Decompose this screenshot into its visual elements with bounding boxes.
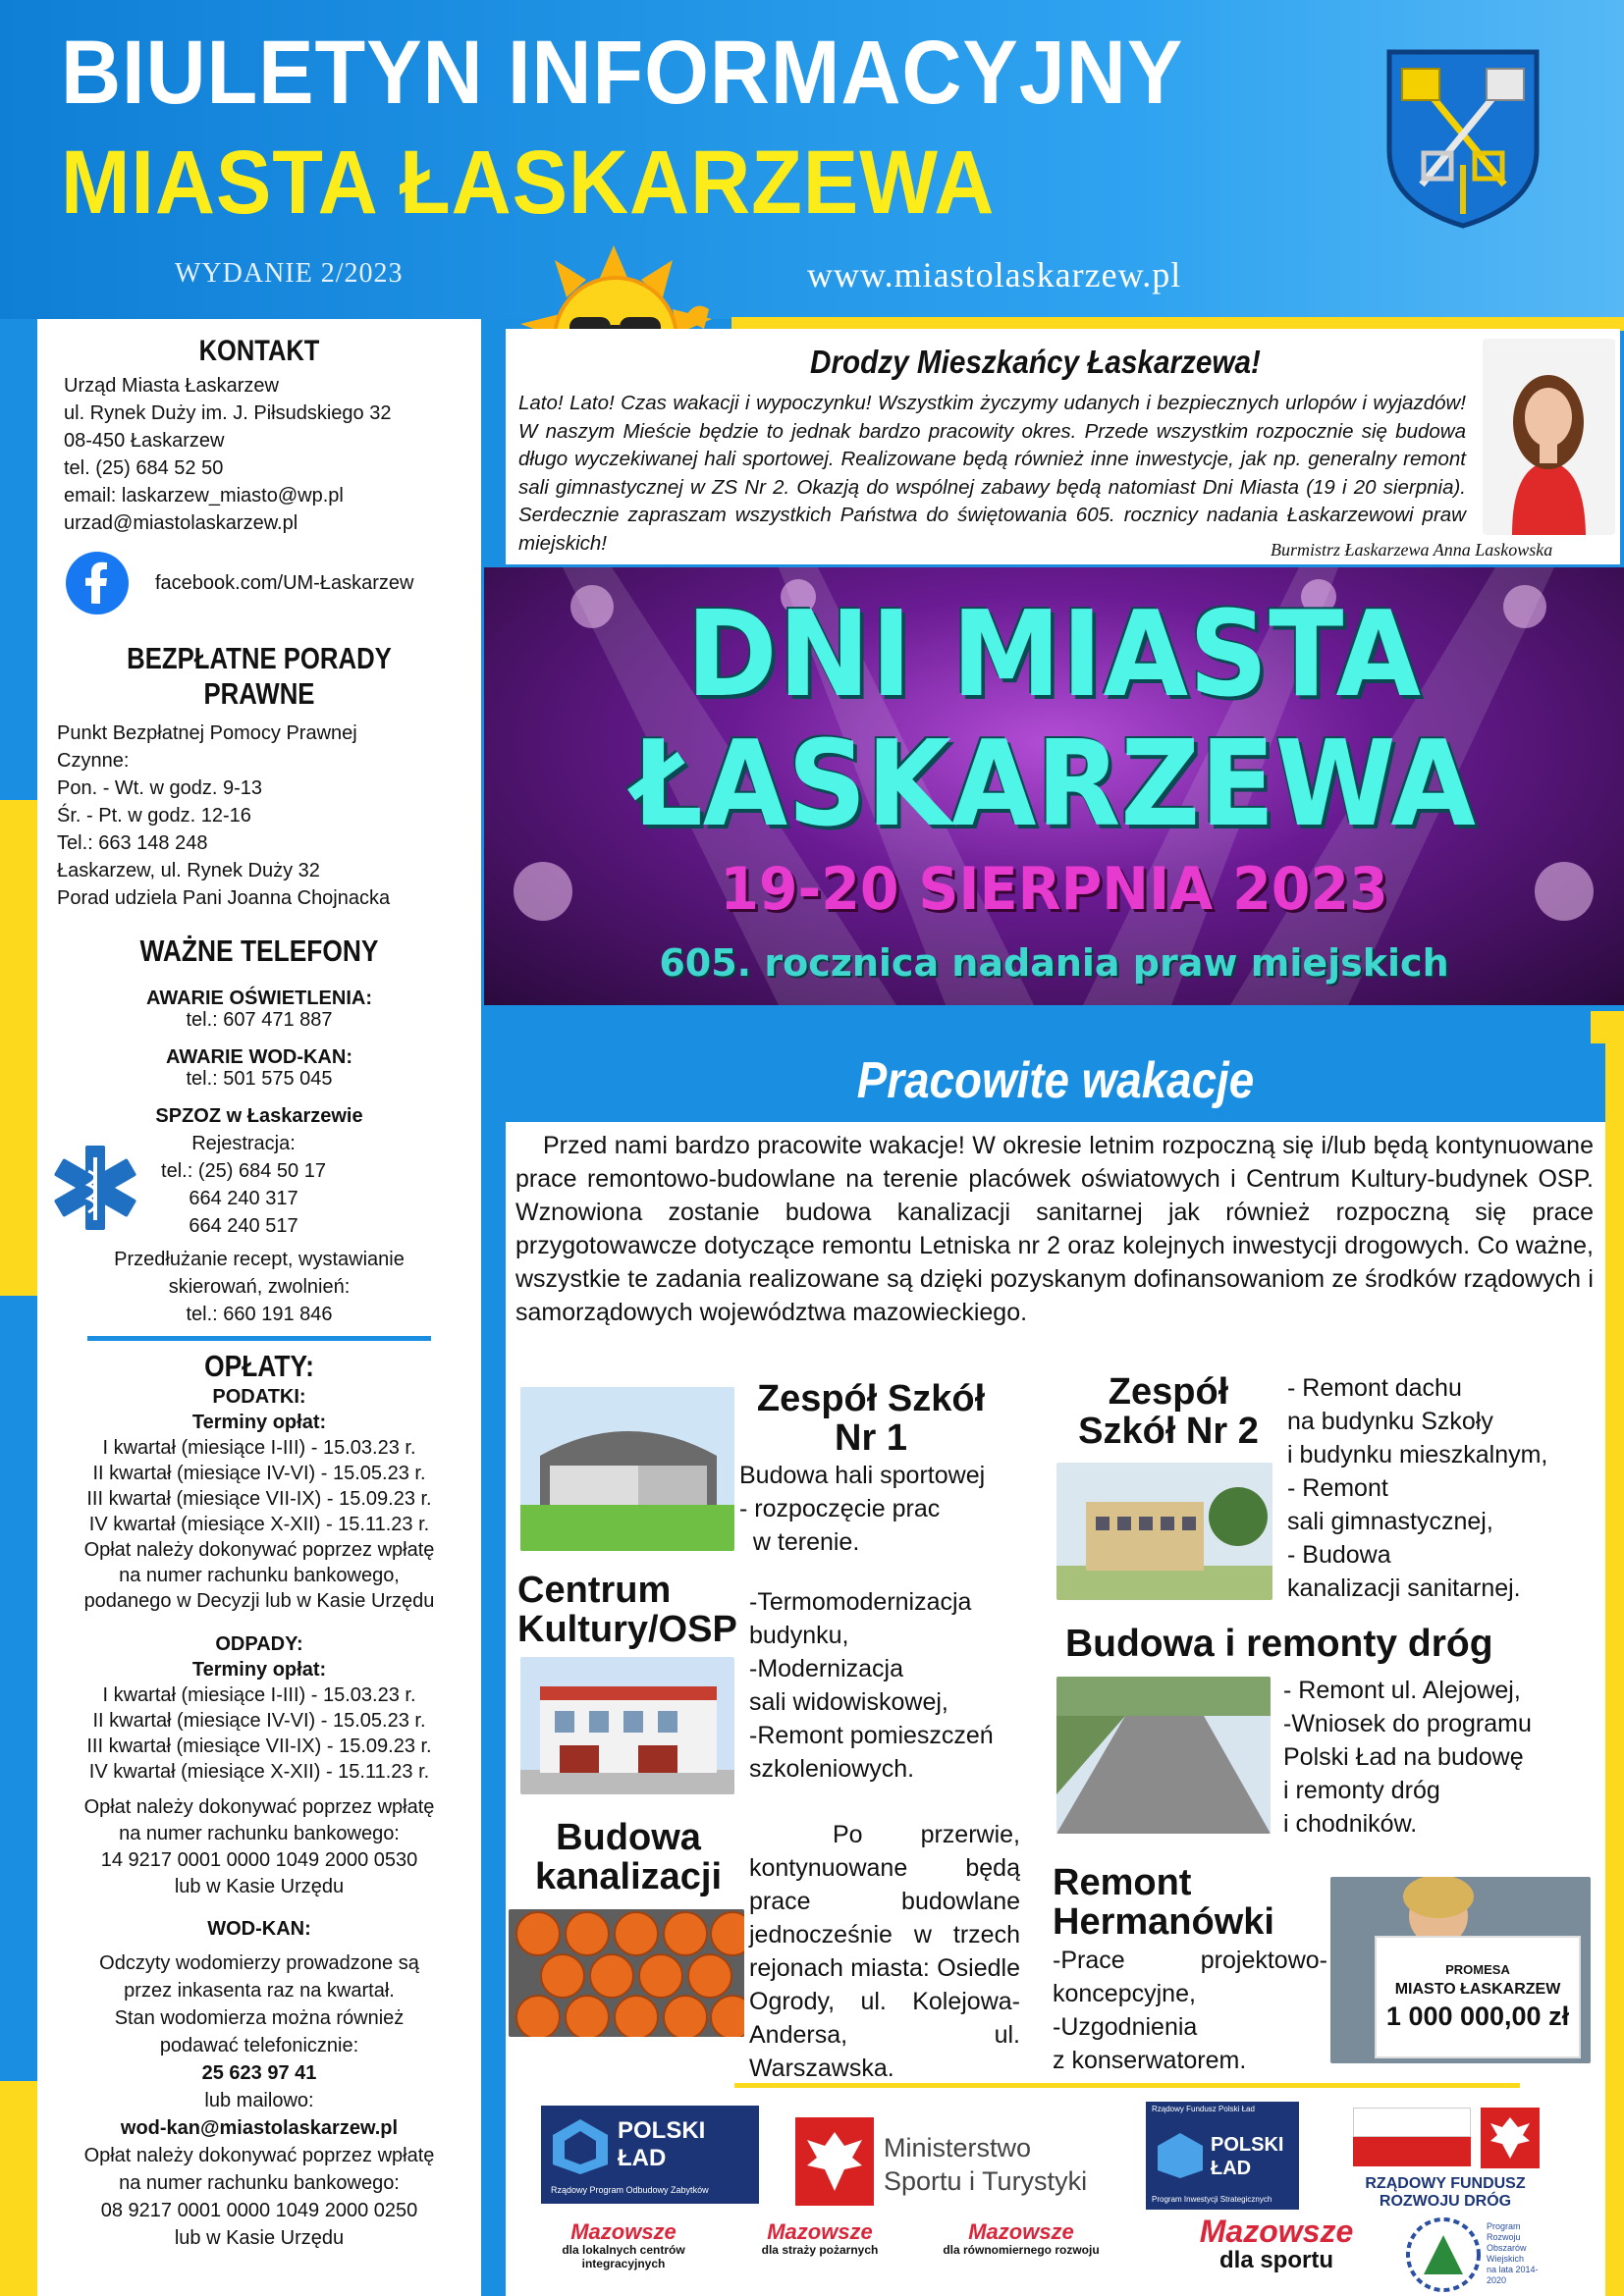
ck-line: -Termomodernizacja bbox=[749, 1588, 972, 1616]
waste-line: II kwartał (miesiące IV-VI) - 15.05.23 r. bbox=[92, 1710, 426, 1732]
mazowsze-logo-1 bbox=[550, 2221, 697, 2271]
spzoz-line: 664 240 517 bbox=[189, 1215, 298, 1237]
wodkan-label: WOD-KAN: bbox=[207, 1918, 311, 1940]
tax-line: II kwartał (miesiące IV-VI) - 15.05.23 r. bbox=[92, 1463, 426, 1484]
tax-block bbox=[37, 1384, 481, 1614]
prow-line: Wiejskich bbox=[1487, 2254, 1525, 2264]
sewer-title: Budowa kanalizacji bbox=[534, 1817, 723, 1897]
wodkan-line: Odczyty wodomierzy prowadzone są bbox=[99, 1952, 419, 1974]
tax-line: podanego w Decyzji lub w Kasie Urzędu bbox=[83, 1590, 435, 1612]
ck-line: szkoleniowych. bbox=[749, 1755, 915, 1783]
tax-line: Opłat należy dokonywać poprzez wpłatę bbox=[83, 1539, 435, 1561]
work-title: Pracowite wakacje bbox=[856, 1052, 1255, 1109]
waste-label: ODPADY: bbox=[215, 1633, 303, 1655]
wodkan-mail-label: lub mailowo: bbox=[204, 2090, 314, 2111]
spzoz-block bbox=[37, 1130, 481, 1246]
wodkan-account: 08 9217 0001 0000 1049 2000 0250 bbox=[100, 2200, 418, 2221]
polish-eagle-icon bbox=[795, 2117, 874, 2206]
tax-line: I kwartał (miesiące I-III) - 15.03.23 r. bbox=[102, 1437, 416, 1459]
mazowsze-logo-3 bbox=[943, 2221, 1100, 2257]
divider bbox=[87, 1336, 431, 1341]
wodkan-line: Stan wodomierza można również bbox=[114, 2007, 405, 2029]
pl1-word1: POLSKI bbox=[618, 2117, 706, 2144]
zs2-line: na budynku Szkoły bbox=[1287, 1408, 1493, 1435]
banner-anniversary: 605. rocznica nadania praw miejskich bbox=[659, 941, 1449, 985]
maz2-word: Mazowsze bbox=[767, 2219, 873, 2244]
promesa-label: PROMESA bbox=[1445, 1962, 1510, 1977]
wodkan-pay: lub w Kasie Urzędu bbox=[174, 2227, 345, 2249]
legal-line: Tel.: 663 148 248 bbox=[57, 832, 208, 854]
contact-block bbox=[37, 372, 481, 537]
waste-account: 14 9217 0001 0000 1049 2000 0530 bbox=[100, 1849, 418, 1871]
ck-title: Centrum Kultury/OSP bbox=[517, 1570, 737, 1650]
herm-line: z konserwatorem. bbox=[1053, 2047, 1247, 2074]
maz4-word: Mazowsze bbox=[1199, 2214, 1354, 2249]
flag-white bbox=[1353, 2108, 1471, 2137]
water-label: AWARIE WOD-KAN: bbox=[166, 1046, 352, 1068]
city-days-banner bbox=[484, 567, 1624, 1005]
wodkan-line: przez inkasenta raz na kwartał. bbox=[124, 1980, 395, 2002]
ck-line: budynku, bbox=[749, 1622, 849, 1649]
phones-block bbox=[37, 985, 481, 1130]
zs2-line: - Budowa bbox=[1287, 1541, 1391, 1569]
pipes-photo bbox=[509, 1909, 744, 2037]
maz3-word: Mazowsze bbox=[968, 2219, 1074, 2244]
zs2-text bbox=[1287, 1371, 1547, 1605]
tax-line: IV kwartał (miesiące X-XII) - 15.11.23 r. bbox=[88, 1514, 430, 1535]
presc-line: skierowań, zwolnień: bbox=[168, 1276, 351, 1298]
tax-line: III kwartał (miesiące VII-IX) - 15.09.23 r. bbox=[86, 1488, 432, 1510]
coat-of-arms-icon bbox=[1384, 47, 1542, 229]
facebook-link[interactable]: facebook.com/UM-Łaskarzew bbox=[155, 571, 414, 594]
rfrd-logo bbox=[1347, 2106, 1543, 2212]
light-label: AWARIE OŚWIETLENIA: bbox=[146, 988, 372, 1009]
spzoz-line: tel.: (25) 684 50 17 bbox=[161, 1160, 326, 1182]
promesa-photo bbox=[1330, 1877, 1591, 2063]
zs2-title: Zespół Szkół Nr 2 bbox=[1078, 1371, 1259, 1452]
ck-line: -Modernizacja bbox=[749, 1655, 904, 1682]
legal-block bbox=[37, 720, 481, 912]
greeting-title: Drodzy Mieszkańcy Łaskarzewa! bbox=[810, 344, 1261, 380]
prow-line: na lata 2014-2020 bbox=[1487, 2265, 1539, 2285]
wodkan-phone: 25 623 97 41 bbox=[201, 2062, 317, 2084]
spzoz-line: Rejestracja: bbox=[191, 1133, 296, 1154]
roads-line: - Remont ul. Alejowej, bbox=[1283, 1677, 1521, 1704]
herm-title: Remont Hermanówki bbox=[1053, 1862, 1274, 1943]
roads-title: Budowa i remonty dróg bbox=[1065, 1623, 1493, 1665]
herm-line: -Uzgodnienia bbox=[1053, 2013, 1198, 2041]
roads-line: i chodników. bbox=[1283, 1810, 1418, 1838]
light-tel: tel.: 607 471 887 bbox=[186, 1009, 333, 1031]
contact-heading: KONTAKT bbox=[198, 335, 320, 367]
prescription-block bbox=[37, 1246, 481, 1328]
polski-lad2-icon bbox=[1156, 2131, 1205, 2180]
ck-line: -Remont pomieszczeń bbox=[749, 1722, 994, 1749]
prow-text bbox=[1487, 2221, 1551, 2286]
banner-line2: ŁASKARZEWA bbox=[632, 717, 1476, 853]
contact-email[interactable]: email: laskarzew_miasto@wp.pl bbox=[64, 485, 344, 507]
pl1-caption: Rządowy Program Odbudowy Zabytków bbox=[551, 2185, 709, 2195]
zs2-line: i budynku mieszkalnym, bbox=[1287, 1441, 1548, 1468]
wodkan-line: podawać telefonicznie: bbox=[159, 2035, 359, 2056]
ck-line: sali widowiskowej, bbox=[749, 1688, 948, 1716]
waste-pay: lub w Kasie Urzędu bbox=[174, 1876, 345, 1897]
left-yellow-strip-bottom bbox=[0, 2081, 37, 2296]
zs1-title: Zespół Szkół Nr 1 bbox=[756, 1378, 986, 1459]
herm-line: koncepcyjne, bbox=[1053, 1980, 1196, 2007]
contact-line: Urząd Miasta Łaskarzew bbox=[64, 375, 279, 397]
wodkan-block bbox=[37, 1916, 481, 2252]
maz1-caption: dla lokalnych centrów integracyjnych bbox=[562, 2243, 685, 2271]
ministry-line1: Ministerstwo bbox=[884, 2133, 1032, 2163]
star-of-life-icon bbox=[49, 1142, 141, 1234]
spzoz-line: 664 240 317 bbox=[189, 1188, 298, 1209]
zs2-line: - Remont bbox=[1287, 1474, 1388, 1502]
roads-text bbox=[1283, 1674, 1532, 1841]
maz1-word: Mazowsze bbox=[570, 2219, 677, 2244]
spzoz-label: SPZOZ w Łaskarzewie bbox=[155, 1105, 363, 1127]
title-line2: MIASTA ŁASKARZEWA bbox=[61, 133, 996, 233]
promesa-amount: 1 000 000,00 zł bbox=[1385, 2002, 1570, 2031]
waste-block bbox=[37, 1631, 481, 1900]
flag-red bbox=[1353, 2137, 1471, 2166]
zs1-line: Budowa hali sportowej bbox=[739, 1462, 986, 1489]
road-photo bbox=[1056, 1677, 1271, 1834]
waste-line: III kwartał (miesiące VII-IX) - 15.09.23 r. bbox=[86, 1735, 432, 1757]
roads-line: Polski Ład na budowę bbox=[1283, 1743, 1524, 1771]
maz3-caption: dla równomiernego rozwoju bbox=[943, 2243, 1100, 2257]
presc-line: Przedłużanie recept, wystawianie bbox=[114, 1249, 405, 1270]
prow-line: Program bbox=[1487, 2221, 1521, 2231]
ministry-line2: Sportu i Turystyki bbox=[884, 2166, 1088, 2196]
zs1-text bbox=[739, 1459, 985, 1559]
prow-logo bbox=[1404, 2216, 1551, 2294]
rfrd-line2: ROZWOJU DRÓG bbox=[1379, 2193, 1512, 2210]
contact-line: 08-450 Łaskarzew bbox=[64, 430, 225, 452]
roads-line: -Wniosek do programu bbox=[1283, 1710, 1532, 1737]
wodkan-pay: Opłat należy dokonywać poprzez wpłatę bbox=[83, 2145, 435, 2166]
polski-lad-icon bbox=[551, 2117, 610, 2176]
pl2-top: Rządowy Fundusz Polski Ład bbox=[1152, 2105, 1255, 2113]
contact-line: ul. Rynek Duży im. J. Piłsudskiego 32 bbox=[64, 402, 392, 424]
website-link[interactable]: www.miastolaskarzew.pl bbox=[807, 255, 1182, 294]
zs1-line: - rozpoczęcie prac bbox=[739, 1495, 941, 1522]
pl1-word2: ŁAD bbox=[618, 2145, 667, 2171]
sewer-text: Po przerwie, kontynuowane będą prace budowlane jednocześnie w trzech rejonach miasta: Osiedle Ogrody, ul. Kolejowa-Andersa, ul. Warszawska. bbox=[749, 1821, 1020, 2082]
school2-photo bbox=[1056, 1463, 1272, 1600]
zs2-line: - Remont dachu bbox=[1287, 1374, 1462, 1402]
waste-pay: Opłat należy dokonywać poprzez wpłatę bbox=[83, 1796, 435, 1818]
mazowsze-logo-2 bbox=[746, 2221, 893, 2257]
contact-email[interactable]: urzad@miastolaskarzew.pl bbox=[64, 512, 298, 534]
zs2-line: sali gimnastycznej, bbox=[1287, 1508, 1493, 1535]
roads-line: i remonty dróg bbox=[1283, 1777, 1440, 1804]
greeting-signature: Burmistrz Łaskarzewa Anna Laskowska bbox=[1271, 540, 1553, 560]
waste-pay: na numer rachunku bankowego: bbox=[119, 1823, 400, 1844]
wodkan-pay: na numer rachunku bankowego: bbox=[119, 2172, 400, 2194]
waste-line: I kwartał (miesiące I-III) - 15.03.23 r. bbox=[102, 1684, 416, 1706]
promesa-card bbox=[1375, 1936, 1581, 2058]
banner-dates: 19-20 SIERPNIA 2023 bbox=[720, 855, 1388, 924]
sponsor-logos bbox=[520, 2086, 1591, 2296]
prow-line: Obszarów bbox=[1487, 2243, 1527, 2253]
sidebar bbox=[37, 319, 481, 2296]
facebook-icon bbox=[65, 551, 130, 615]
osp-photo bbox=[520, 1657, 734, 1794]
water-tel: tel.: 501 575 045 bbox=[186, 1068, 333, 1090]
sports-hall-photo bbox=[520, 1387, 734, 1551]
mazowsze-logo-4 bbox=[1173, 2216, 1380, 2275]
polski-lad-logo bbox=[541, 2106, 759, 2204]
zs2-line: kanalizacji sanitarnej. bbox=[1287, 1575, 1521, 1602]
title-line1: BIULETYN INFORMACYJNY bbox=[61, 23, 1184, 123]
waste-line: IV kwartał (miesiące X-XII) - 15.11.23 r. bbox=[88, 1761, 430, 1783]
polski-lad2-logo bbox=[1146, 2102, 1299, 2210]
prow-line: Rozwoju bbox=[1487, 2232, 1521, 2242]
tax-line: na numer rachunku bankowego, bbox=[119, 1565, 400, 1586]
legal-line: Łaskarzew, ul. Rynek Duży 32 bbox=[57, 860, 320, 881]
pl2-caption: Program Inwestycji Strategicznych bbox=[1152, 2195, 1272, 2204]
legal-line: Porad udziela Pani Joanna Chojnacka bbox=[57, 887, 391, 909]
legal-heading: BEZPŁATNE PORADY PRAWNE bbox=[127, 641, 392, 711]
work-intro: Przed nami bardzo pracowite wakacje! W okresie letnim rozpoczną się i/lub będą kontynuowane prace remontowo-budowlane na terenie placówek oświatowych i Centrum Kultury-budynek OSP. Wznowiona zostanie budowa kanalizacji sanitarnej jak również rozpoczną się prace przygotowawcze dotyczące remontu Letniska nr 2 oraz kolejnych inwestycji drogowych. Co ważne, wszystkie te zadania realizowane są dzięki pozyskanym dofinansowaniom ze środków rządowych i samorządowych województwa mazowieckiego. bbox=[515, 1132, 1594, 1326]
herm-line: -Prace projektowo- bbox=[1053, 1947, 1327, 1974]
maz2-caption: dla straży pożarnych bbox=[761, 2243, 879, 2257]
legal-line: Śr. - Pt. w godz. 12-16 bbox=[57, 805, 251, 827]
waste-terms: Terminy opłat: bbox=[191, 1659, 327, 1681]
phones-heading: WAŻNE TELEFONY bbox=[139, 934, 379, 968]
banner-line1: DNI MIASTA bbox=[686, 587, 1422, 723]
herm-text bbox=[1053, 1944, 1327, 2077]
rfrd-eagle-icon bbox=[1481, 2108, 1540, 2168]
mayor-photo bbox=[1483, 339, 1615, 535]
ck-text bbox=[749, 1585, 994, 1786]
contact-line: tel. (25) 684 52 50 bbox=[64, 457, 224, 479]
tax-label: PODATKI: bbox=[212, 1386, 306, 1408]
legal-line: Punkt Bezpłatnej Pomocy Prawnej bbox=[57, 722, 357, 744]
legal-line: Czynne: bbox=[57, 750, 130, 772]
greeting-text: Lato! Lato! Czas wakacji i wypoczynku! Wszystkim życzymy udanych i bezpiecznych urlopów i wyjazdów! W naszym Mieście będzie to jednak bardzo pracowity okres. Przede wszystkim rozpocznie się budowa długo wyczekiwanej hali sportowej. Realizowane będą również inne inwestycje, jak np. generalny remont sali gimnastycznej w ZS Nr 2. Okazją do wspólnej zabawy będą natomiast Dni Miasta (19 i 20 sierpnia). Serdecznie zapraszam wszystkich Państwa do świętowania 605. rocznicy nadania Łaskarzewowi praw miejskich! bbox=[518, 392, 1466, 555]
fees-heading: OPŁATY: bbox=[204, 1349, 314, 1383]
tax-terms: Terminy opłat: bbox=[191, 1412, 327, 1433]
facebook-row[interactable] bbox=[65, 551, 481, 615]
edition-label: WYDANIE 2/2023 bbox=[175, 258, 404, 289]
promesa-city: MIASTO ŁASKARZEW bbox=[1394, 1981, 1561, 1998]
legal-line: Pon. - Wt. w godz. 9-13 bbox=[57, 777, 262, 799]
wodkan-email[interactable]: wod-kan@miastolaskarzew.pl bbox=[120, 2117, 399, 2139]
presc-line: tel.: 660 191 846 bbox=[186, 1304, 333, 1325]
maz4-caption: dla sportu bbox=[1218, 2247, 1333, 2273]
zs1-line: w terenie. bbox=[739, 1528, 860, 1556]
left-yellow-strip bbox=[0, 800, 37, 1296]
pl2-word1: POLSKI bbox=[1211, 2134, 1284, 2156]
prow-icon bbox=[1404, 2216, 1483, 2294]
ministry-logo bbox=[787, 2113, 1102, 2210]
pl2-word2: ŁAD bbox=[1211, 2158, 1252, 2179]
rfrd-line1: RZĄDOWY FUNDUSZ bbox=[1365, 2175, 1526, 2192]
